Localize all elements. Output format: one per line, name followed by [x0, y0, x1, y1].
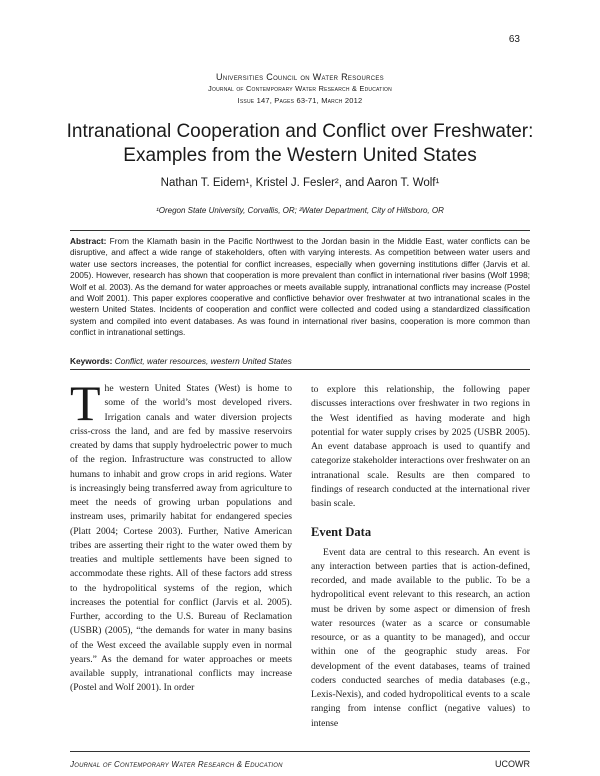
- abstract-text: From the Klamath basin in the Pacific Northwest to the Jordan basin in the Middle East, water conflicts can be disruptive, and affect a wide range of stakeholders, often with varying interests. As competition between water users and water use sectors increases, the potential for conflict increases, especially when governing institutions differ (Jarvis et al. 2005). However, research has shown that cooperation is more prevalent than conflict in international river basins (Wolf 1998; Wolf et al. 2003). As the demand for water approaches or meets available supply, intranational conflicts may increase (Postel and Wolf 2001). This paper explores cooperative and conflictive behavior over freshwater at two intranational scales in the western United States. Incidents of cooperation and conflict were collected and coded using a standardized classification system and compiled into event databases. As was found in international river basins, cooperation is more common than conflict in intranational settings.: [70, 236, 530, 338]
- body-column-2: [311, 301, 530, 731]
- paper-title: Intranational Cooperation and Conflict over Freshwater: Examples from the Western United States: [66, 121, 534, 166]
- footer-journal: Journal of Contemporary Water Research & Education: [70, 760, 283, 769]
- keywords-text: Conflict, water resources, western United States: [114, 356, 292, 366]
- footer-rule: [70, 751, 530, 752]
- intro-paragraph: he western United States (West) is home to some of the world’s most developed rivers. Irrigation canals and water diversion projects criss-cross the land, and are fed by massive reservoirs created by dams that supply hydroelectric power to much of the region. Infrastructure was constructed to allow humans to inhabit and grow crops in arid regions. Water is increasingly being transferred away from agriculture to meet the needs of growing urban populations and instream uses, primarily habitat for endangered species (Platt 2004; Cortese 2003). Further, Native American tribes are asserting their right to the water owed them by treaties and multiple settlements have been signed to accommodate these rights. All of these factors add stress to the hydropolitical systems of the region, which increases the potential for conflict (Jarvis et al. 2005). Further, according to the U.S. Bureau of Reclamation (USBR) (2005), “the demands for water in many basins of the West exceed the available supply even in normal years.” As the demand for water approaches or meets available supply, intranational conflicts may increase (Postel and Wolf 2001). In order: [70, 383, 292, 694]
- abstract-label: Abstract:: [70, 236, 107, 246]
- journal-header: [0, 71, 600, 107]
- event-data-paragraph: Event data are central to this research. An event is any interaction between parties that is action-defined, recorded, and made available to the public. To be a hydropolitical event relevant to this research, an action must be driven by some aspect or dimension of fresh water resources (water as a scarce or consumable resource, or as a quantity to be managed), and occur within one of the geographic study areas. For development of the event databases, teams of trained coders conducted searches of media databases (e.g., Lexis-Nexis), and coded hydropolitical events to a scale ranging from intense conflict (negative values) to intense: [311, 546, 530, 729]
- footer-org: UCOWR: [495, 759, 530, 769]
- org-name: Universities Council on Water Resources: [216, 72, 384, 82]
- section-heading-event-data: Event Data: [311, 525, 372, 540]
- issue-info: Issue 147, Pages 63-71, March 2012: [237, 96, 363, 105]
- page-number: 63: [508, 34, 520, 45]
- authors: Nathan T. Eidem¹, Kristel J. Fesler², and Aaron T. Wolf¹: [160, 177, 440, 189]
- body-column-1: [70, 375, 292, 696]
- affiliations: ¹Oregon State University, Corvallis, OR; ²Water Department, City of Hillsboro, OR: [156, 206, 444, 215]
- drop-cap: T: [70, 375, 101, 431]
- intro-continuation: to explore this relationship, the following paper discusses interactions over freshwater in two regions in the West identified as having moderate and high potential for water supply crises by 2025 (USBR 2005). An event database approach is used to quantify and categorize stakeholder interactions over freshwater on an intranational scale. Results are then compared to findings of research conducted at the international river basin scale.: [311, 384, 530, 509]
- abstract-top-rule: [70, 230, 530, 231]
- keywords-label: Keywords:: [70, 356, 113, 366]
- journal-name: Journal of Contemporary Water Research & Education: [208, 84, 392, 93]
